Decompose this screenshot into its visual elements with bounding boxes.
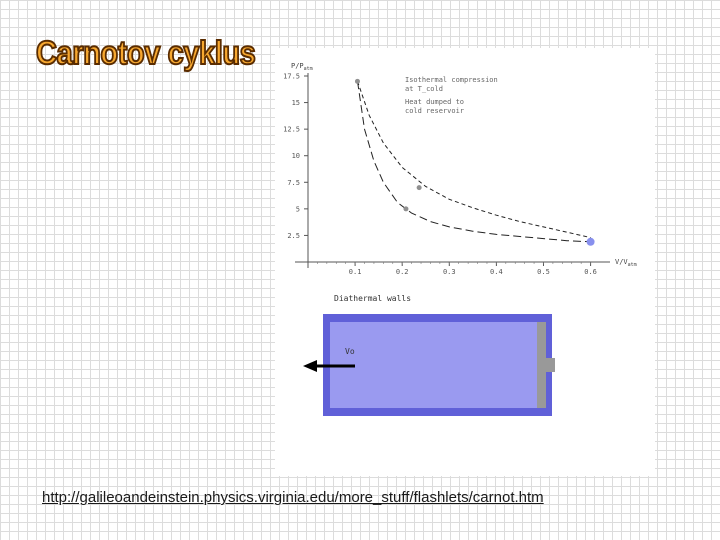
pv-chart <box>275 48 655 476</box>
diathermal-walls-label: Diathermal walls <box>334 294 412 303</box>
gas-label: Vo <box>345 347 355 356</box>
legend-line-4: cold reservoir <box>405 107 465 115</box>
x-tick-label: 0.4 <box>490 268 503 276</box>
y-tick-label: 5 <box>295 205 300 214</box>
piston-rod <box>546 358 555 372</box>
simulation-panel <box>275 48 655 476</box>
x-tick-label: 0.5 <box>537 268 550 276</box>
legend-line-1: Isothermal compression <box>405 76 498 84</box>
y-axis-label: $P/P_{atm}$ <box>291 62 313 72</box>
piston-head[interactable] <box>537 322 546 408</box>
gas-volume <box>330 322 537 408</box>
y-tick-label: 15 <box>291 99 300 108</box>
y-tick-label: 17.5 <box>283 72 300 81</box>
series-line-2 <box>358 81 591 242</box>
state-point <box>417 185 422 190</box>
y-tick-label: 2.5 <box>287 231 300 240</box>
x-tick-label: 0.1 <box>348 268 362 276</box>
x-tick-label: 0.3 <box>442 268 456 276</box>
state-point <box>355 79 360 84</box>
y-tick-label: 7.5 <box>287 178 300 187</box>
legend-line-2: at T_cold <box>405 85 443 93</box>
y-tick-label: 12.5 <box>283 125 300 134</box>
x-tick-label: 0.6 <box>584 268 597 276</box>
heat-flow-arrow-icon <box>303 360 317 372</box>
state-point <box>587 238 595 246</box>
series-line-1 <box>358 81 591 237</box>
source-link[interactable]: http://galileoandeinstein.physics.virginia.edu/more_stuff/flashlets/carnot.htm <box>42 489 544 506</box>
legend-line-3: Heat dumped to <box>405 98 465 106</box>
slide-title: Carnotov cyklus <box>36 34 256 71</box>
state-point <box>403 206 408 211</box>
y-tick-label: 10 <box>291 152 300 161</box>
x-tick-label: 0.2 <box>395 268 409 276</box>
chart-legend <box>405 76 498 115</box>
x-axis-label: $V/V_{atm}$ <box>615 258 637 268</box>
